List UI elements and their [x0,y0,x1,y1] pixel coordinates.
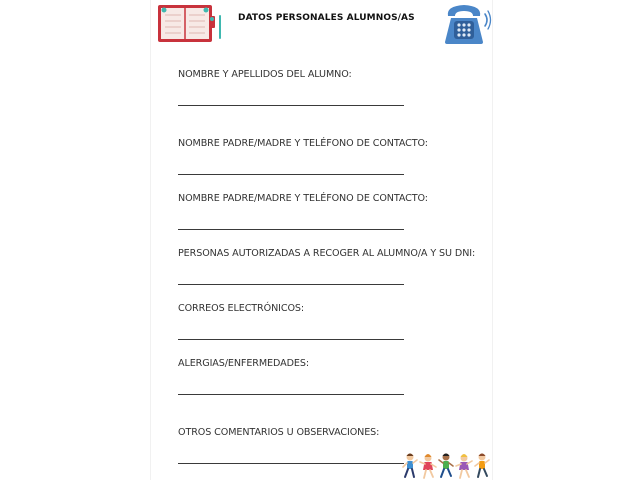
field-label-parent-contact-2: NOMBRE PADRE/MADRE Y TELÉFONO DE CONTACTO: [178,193,428,204]
field-label-allergies: ALERGIAS/ENFERMEDADES: [178,358,309,369]
field-line-student-name[interactable] [178,105,404,106]
field-line-comments[interactable] [178,463,404,464]
field-label-comments: OTROS COMENTARIOS U OBSERVACIONES: [178,427,380,438]
telephone-icon [442,2,492,46]
document-title: DATOS PERSONALES ALUMNOS/AS [238,13,415,23]
field-label-student-name: NOMBRE Y APELLIDOS DEL ALUMNO: [178,69,352,80]
planner-icon [157,4,223,44]
page-left-edge [150,0,151,480]
field-line-allergies[interactable] [178,394,404,395]
field-line-parent-contact-2[interactable] [178,229,404,230]
field-line-authorized-persons[interactable] [178,284,404,285]
page-right-edge [492,0,493,480]
field-label-parent-contact-1: NOMBRE PADRE/MADRE Y TELÉFONO DE CONTACTO: [178,138,428,149]
children-running-icon [400,451,492,480]
field-line-parent-contact-1[interactable] [178,174,404,175]
field-label-emails: CORREOS ELECTRÓNICOS: [178,303,305,314]
field-label-authorized-persons: PERSONAS AUTORIZADAS A RECOGER AL ALUMNO/A Y SU DNI: [178,248,476,259]
field-line-emails[interactable] [178,339,404,340]
